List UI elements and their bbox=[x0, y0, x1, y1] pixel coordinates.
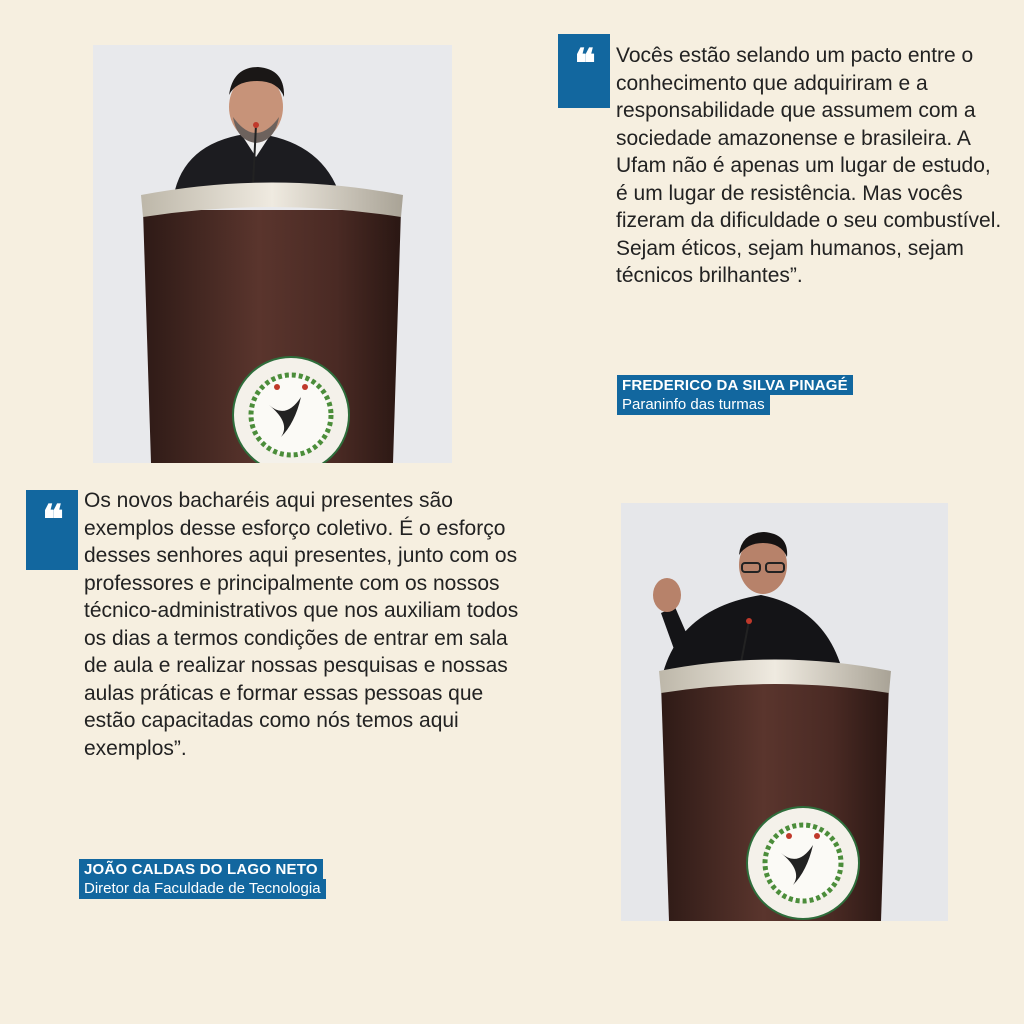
speaker-photo-top bbox=[93, 45, 452, 463]
quote-mark-icon: ❝ bbox=[26, 490, 78, 570]
speaker-role: Diretor da Faculdade de Tecnologia bbox=[79, 879, 326, 899]
podium-photo-illustration bbox=[93, 45, 452, 463]
podium-photo-illustration bbox=[621, 503, 948, 921]
seal-emblem bbox=[747, 807, 859, 919]
speaker-name: FREDERICO DA SILVA PINAGÉ bbox=[617, 375, 853, 395]
quote-text-joao: Os novos bacharéis aqui presentes são exemplos desse esforço coletivo. É o esforço desses senhores aqui presentes, junto com os professores e principalmente com os nossos técnico-administrativos que nos auxiliam todos os dias a termos condições de entrar em sala de aula e realizar nossas pesquisas e nossas aulas práticas e formar essas pessoas que estão capacitadas como nós temos aqui exemplos”. bbox=[84, 489, 519, 760]
seal-emblem bbox=[233, 357, 349, 463]
speaker-name: JOÃO CALDAS DO LAGO NETO bbox=[79, 859, 323, 879]
speaker-role: Paraninfo das turmas bbox=[617, 395, 770, 415]
speaker-photo-bottom bbox=[621, 503, 948, 921]
quote-mark-icon: ❝ bbox=[558, 34, 610, 108]
credit-frederico bbox=[617, 375, 853, 415]
quote-text-frederico: Vocês estão selando um pacto entre o conhecimento que adquiriram e a responsabilidade que assumem com a sociedade amazonense e brasileira. A Ufam não é apenas um lugar de estudo, é um lugar de resistência. Mas vocês fizeram da dificuldade o seu combustível. Sejam éticos, sejam humanos, sejam técnicos brilhantes”. bbox=[616, 44, 1002, 287]
credit-joao bbox=[79, 859, 326, 899]
